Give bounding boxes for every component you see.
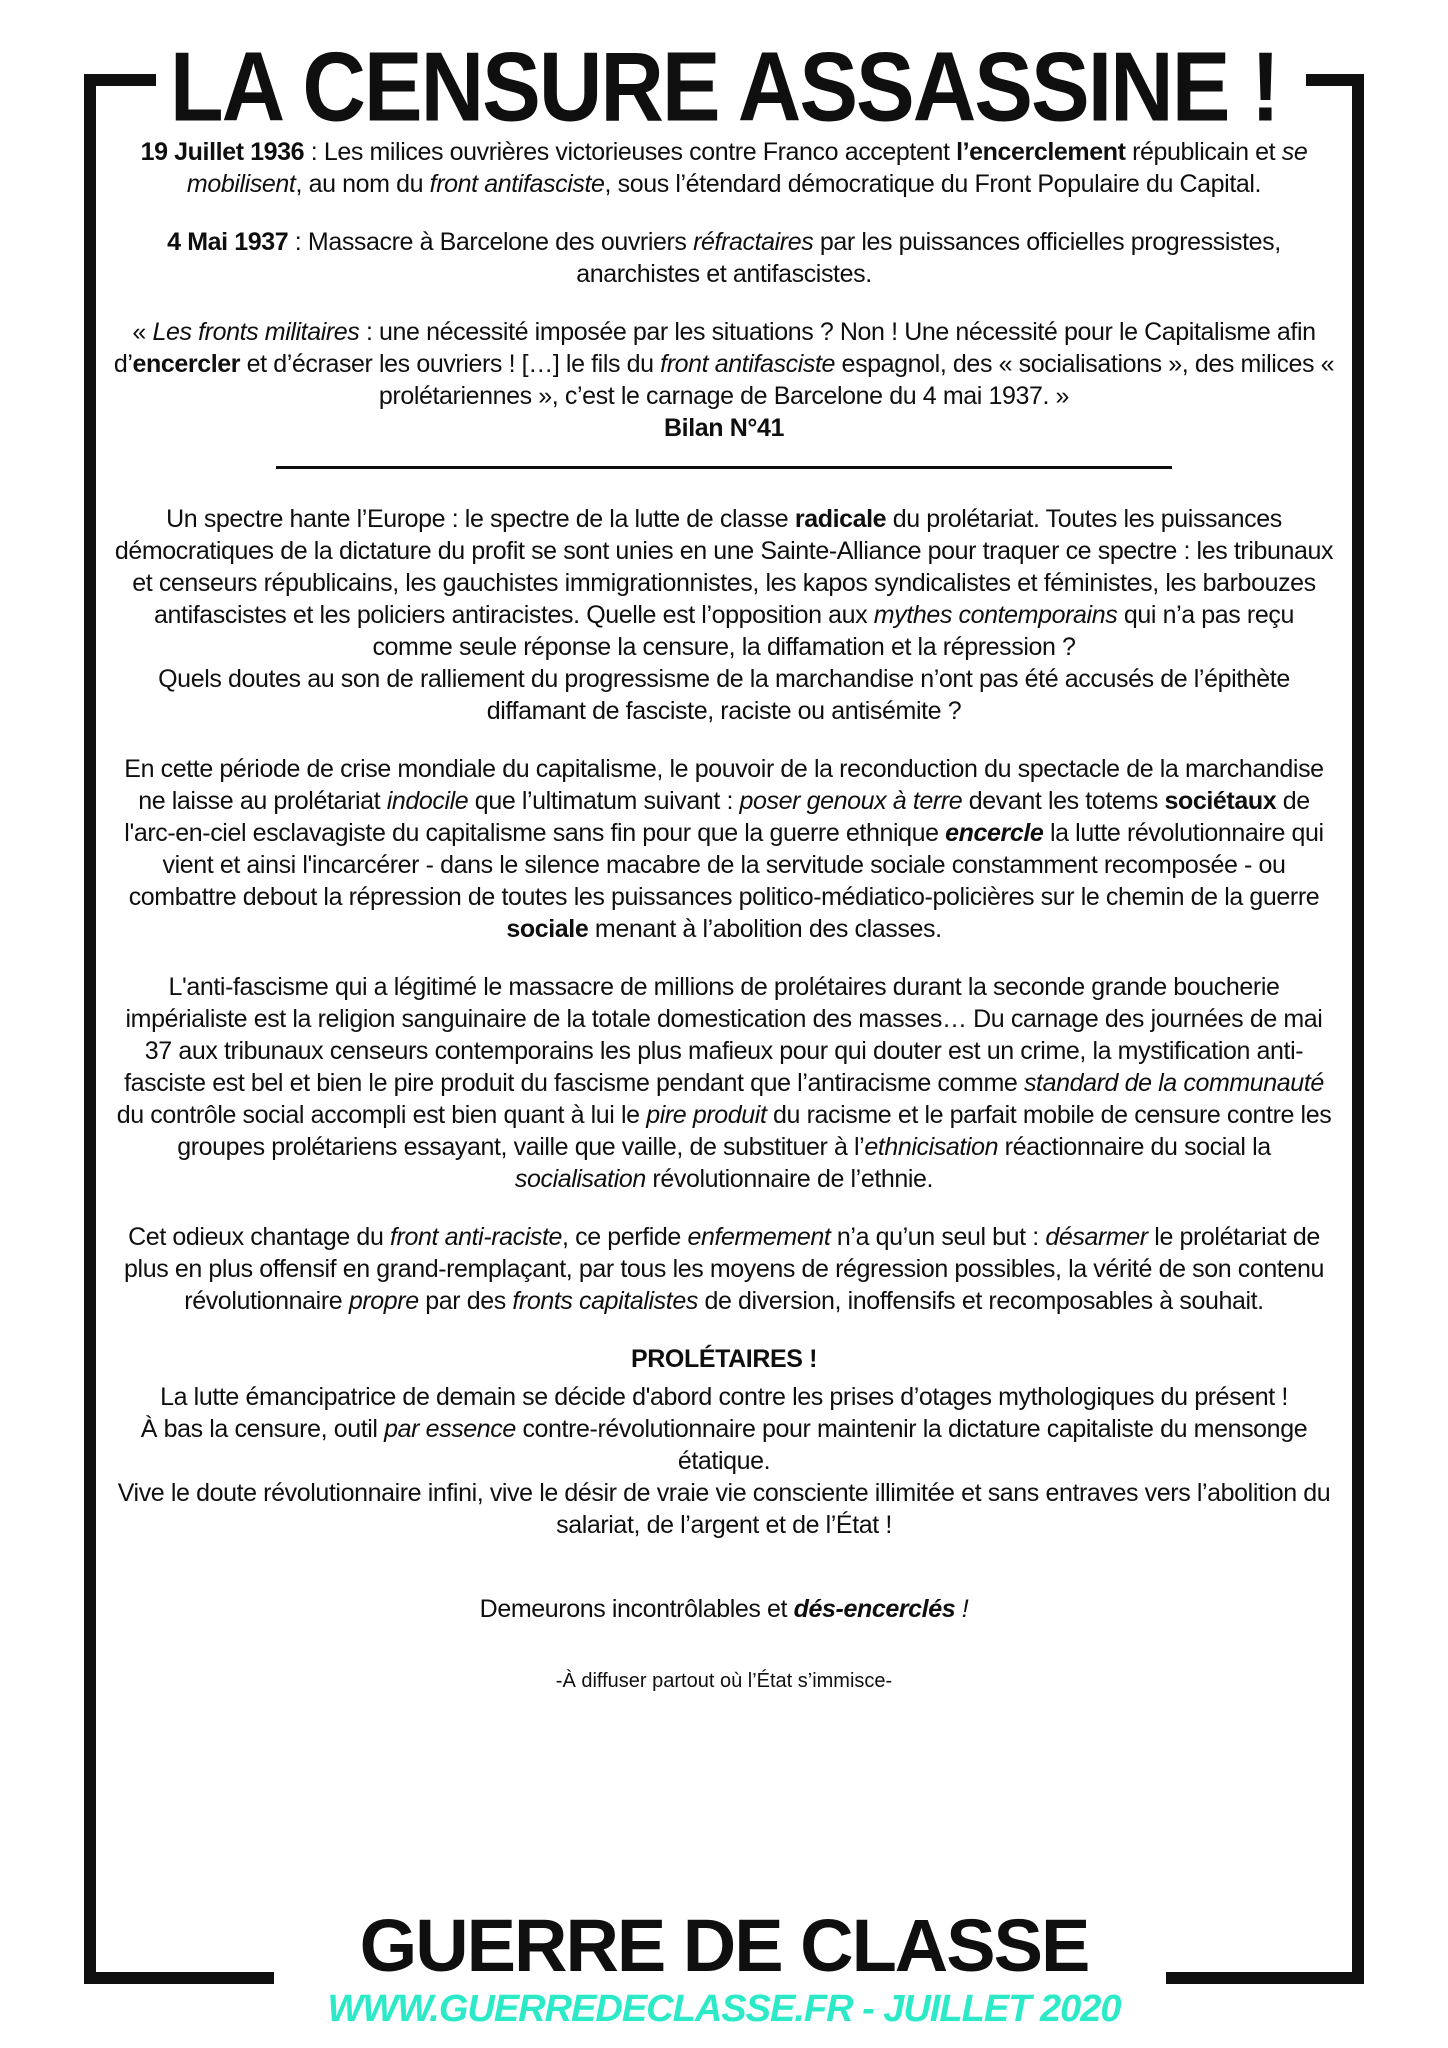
tract-body xyxy=(112,136,1336,1697)
paragraph-un-spectre: Un spectre hante l’Europe : le spectre de la lutte de classe radicale du prolétariat. Toutes les puissances démocratiques de la dictature du profit se sont unies en une Sainte-Alliance pour traquer ce spectre : les tribunaux et censeurs républicains, les gauchistes immigrationnistes, les kapos syndicalistes et féministes, les barbouzes antifascistes et les policiers antiracistes. Quelle est l’opposition aux mythes contemporains qui n’a pas reçu comme seule réponse la censure, la diffamation et la répression ? Quels doutes au son de ralliement du progressisme de la marchandise n’ont pas été accusés de l’épithète diffamant de fasciste, raciste ou antisémite ? xyxy=(114,505,1334,725)
paragraph-4-mai-1937: 4 Mai 1937 : Massacre à Barcelone des ouvriers réfractaires par les puissances officielles progressistes, anarchistes et antifascistes. xyxy=(167,228,1281,288)
paragraph-lutte-emancipatrice: La lutte émancipatrice de demain se décide d'abord contre les prises d’otages mythologiques du présent ! À bas la censure, outil par essence contre-révolutionnaire pour maintenir la dictature capitaliste du mensonge étatique. Vive le doute révolutionnaire infini, vive le désir de vraie vie consciente illimitée et sans entraves vers l’abolition du salariat, de l’argent et de l’État ! xyxy=(117,1383,1331,1539)
website-line: WWW.GUERREDECLASSE.FR - JUILLET 2020 xyxy=(327,1988,1121,2030)
quote-bilan: « Les fronts militaires : une nécessité imposée par les situations ? Non ! Une nécessité pour le Capitalisme afin d’encercler et d’écraser les ouvriers ! […] le fils du front antifasciste espagnol, des « socialisations », des milices « prolétariennes », c’est le carnage de Barcelone du 4 mai 1937. » xyxy=(113,318,1335,410)
quote-source: Bilan N°41 xyxy=(664,414,784,442)
heading-proletaires: PROLÉTAIRES ! xyxy=(630,1345,817,1373)
diffusion-note: -À diffuser partout où l’État s’immisce- xyxy=(555,1670,893,1692)
section-divider xyxy=(276,466,1172,469)
paragraph-anti-fascisme: L'anti-fascisme qui a légitimé le massacre de millions de prolétaires durant la seconde grande boucherie impérialiste est la religion sanguinaire de la totale domestication des masses… Du carnage des journées de mai 37 aux tribunaux censeurs contemporains les plus mafieux pour qui douter est un crime, la mystification anti- fasciste est bel et bien le pire produit du fascisme pendant que l’antiracisme comme standard de la communauté du contrôle social accompli est bien quant à lui le pire produit du racisme et le parfait mobile de censure contre les groupes prolétariens essayant, vaille que vaille, de substituer à l’ethnicisation réactionnaire du social la socialisation révolutionnaire de l’ethnie. xyxy=(116,973,1332,1193)
page-title: LA CENSURE ASSASSINE ! xyxy=(169,31,1279,142)
paragraph-demeurons: Demeurons incontrôlables et dés-encerclés ! xyxy=(479,1595,969,1623)
paragraph-19-juillet-1936: 19 Juillet 1936 : Les milices ouvrières victorieuses contre Franco acceptent l’encerclement républicain et se mobilisent, au nom du front antifasciste, sous l’étendard démocratique du Front Populaire du Capital. xyxy=(140,138,1308,198)
paragraph-crise-mondiale: En cette période de crise mondiale du capitalisme, le pouvoir de la reconduction du spectacle de la marchandise ne laisse au prolétariat indocile que l’ultimatum suivant : poser genoux à terre devant les totems sociétaux de l'arc-en-ciel esclavagiste du capitalisme sans fin pour que la guerre ethnique encercle la lutte révolutionnaire qui vient et ainsi l'incarcérer - dans le silence macabre de la servitude sociale constamment recomposée - ou combattre debout la répression de toutes les puissances politico-médiatico-policières sur le chemin de la guerre sociale menant à l’abolition des classes. xyxy=(124,755,1324,943)
organization-name: GUERRE DE CLASSE xyxy=(359,1904,1089,1987)
frame-right-bar xyxy=(1352,74,1364,1984)
paragraph-odieux-chantage: Cet odieux chantage du front anti-raciste, ce perfide enfermement n’a qu’un seul but : désarmer le prolétariat de plus en plus offensif en grand-remplaçant, par tous les moyens de régression possibles, la vérité de son contenu révolutionnaire propre par des fronts capitalistes de diversion, inoffensifs et recomposables à souhait. xyxy=(124,1223,1324,1315)
frame-left-bar xyxy=(84,74,96,1984)
